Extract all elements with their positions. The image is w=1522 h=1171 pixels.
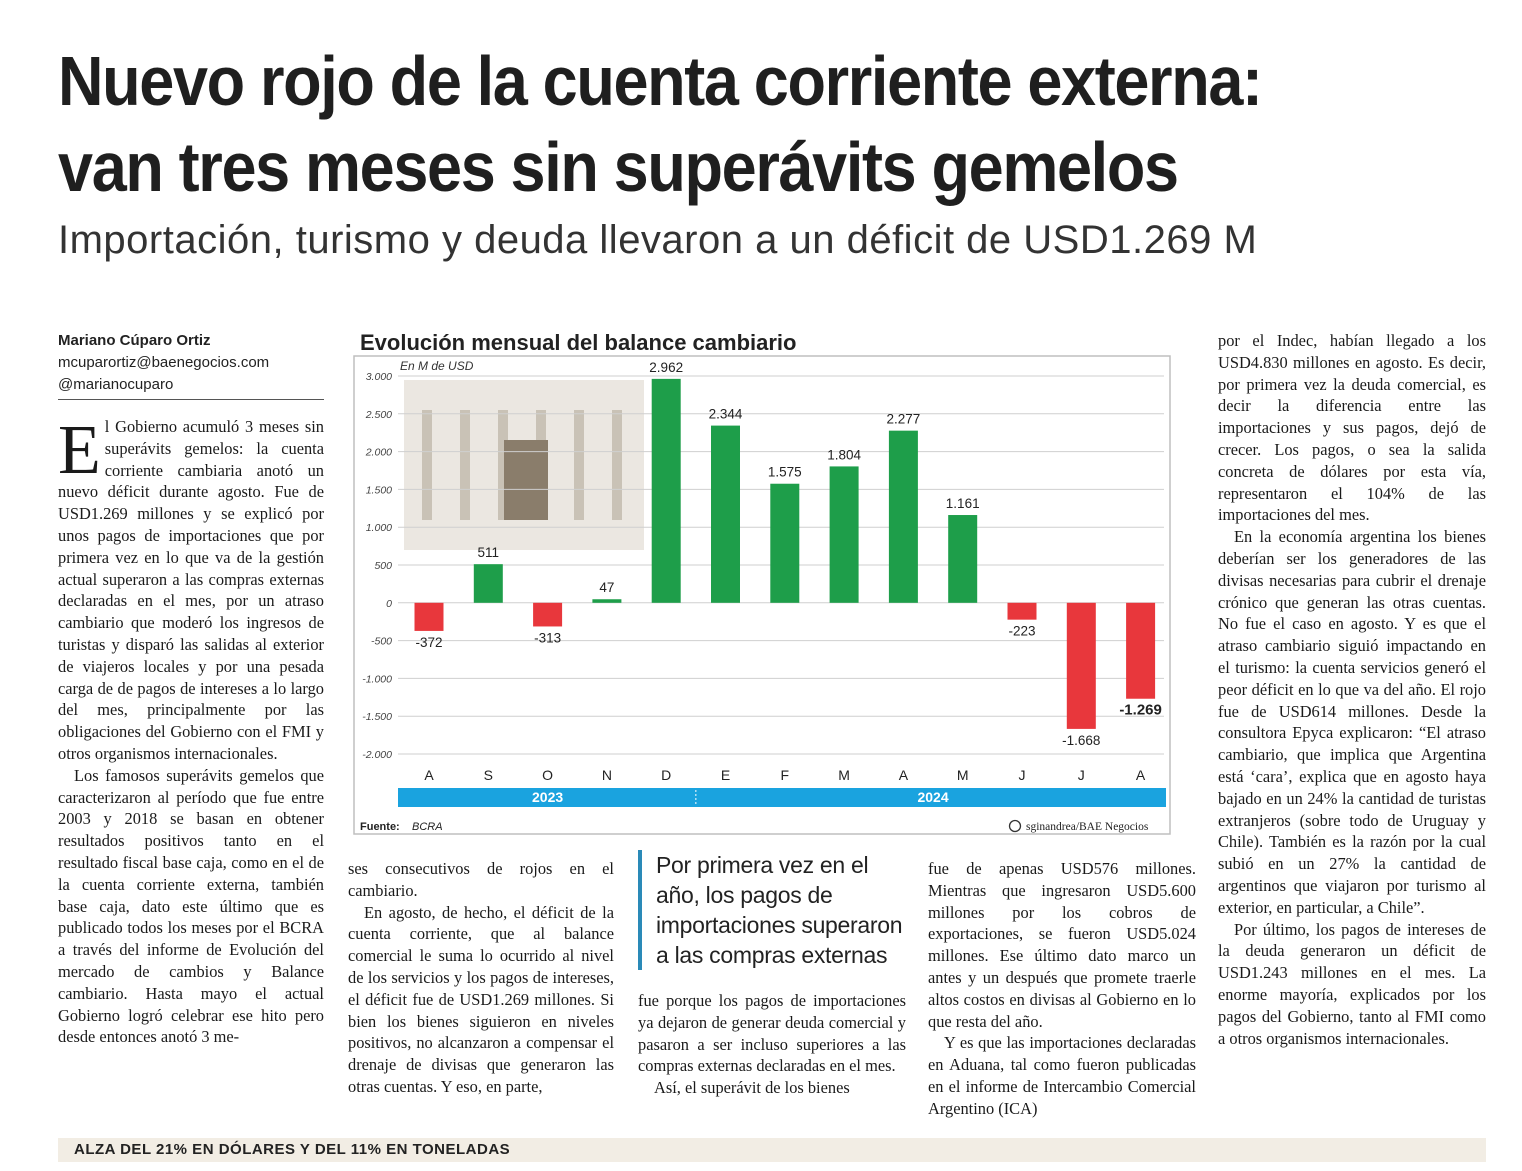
data-label: -223: [1008, 623, 1036, 639]
byline-handle[interactable]: @marianocuparo: [58, 376, 174, 393]
bar: [770, 484, 799, 603]
paragraph: ses consecutivos de rojos en el cambiario.: [348, 859, 614, 900]
bar: [652, 379, 681, 603]
y-tick-label: -2.000: [362, 749, 392, 761]
source-value: BCRA: [412, 821, 443, 833]
byline-email[interactable]: mcuparortiz@baenegocios.com: [58, 354, 270, 371]
paragraph: Por último, los pagos de intereses de la deuda generaron un déficit de USD1.243 millones en el mes. La enorme mayoría, explicados por los pagos del Gobierno, tanto al FMI como a otros organismos internacionales.: [1218, 919, 1486, 1048]
article-column-1: [58, 412, 324, 1048]
data-label: -313: [534, 630, 562, 646]
article-column-2: [348, 858, 614, 1098]
bar: [533, 603, 562, 627]
y-tick-label: -500: [370, 635, 392, 648]
data-label: -372: [415, 634, 443, 650]
subhead: Importación, turismo y deuda llevaron a un déficit de USD1.269 M: [58, 218, 1258, 262]
bar: [1126, 603, 1155, 699]
year-band: [398, 788, 1166, 807]
x-tick-label: F: [780, 767, 790, 783]
article-column-4: [928, 858, 1196, 1120]
headline-line-2: van tres meses sin superávits gemelos: [58, 128, 1178, 206]
unit-label: En M de USD: [400, 359, 474, 373]
x-tick-label: M: [838, 767, 850, 783]
data-label: 2.344: [708, 406, 743, 422]
paragraph: fue porque los pagos de importaciones ya dejaron de generar deuda comercial y pasaron a ser incluso superiores a las compras externas declaradas en el mes.: [638, 991, 906, 1076]
paragraph: [58, 412, 324, 765]
x-tick-label: S: [483, 767, 493, 783]
bar: [711, 426, 740, 603]
paragraph: En agosto, de hecho, el déficit de la cuenta corriente, que al balance comercial le suma lo ocurrido al nivel de los servicios y los pagos de intereses, el déficit fue de USD1.269 millones. Si bien los bienes siguieron en niveles positivos, no alcanzaron a compensar el drenaje de divisas que generaron las otras cuentas. Y eso, en parte,: [348, 902, 614, 1096]
x-tick-label: J: [1018, 767, 1026, 783]
drop-cap: E: [58, 412, 101, 489]
x-tick-label: A: [424, 767, 434, 783]
x-tick-label: M: [956, 767, 969, 783]
x-tick-label: O: [542, 767, 554, 783]
bar: [474, 564, 503, 603]
byline-author: Mariano Cúparo Ortiz: [58, 332, 211, 349]
x-tick-label: J: [1077, 767, 1085, 783]
data-label: 1.575: [767, 464, 802, 480]
y-tick-label: 1.500: [365, 484, 392, 497]
data-label: -1.668: [1062, 732, 1101, 748]
y-tick-label: -1.500: [362, 711, 392, 724]
x-tick-label: A: [1135, 767, 1146, 783]
y-tick-label: 2.000: [365, 446, 392, 459]
paragraph: Y es que las importaciones declaradas en Aduana, tal como fueron publicadas en el informe de Intercambio Comercial Argentino (ICA): [928, 1033, 1196, 1118]
x-tick-label: D: [661, 767, 672, 783]
chart-credit: sginandrea/BAE Negocios: [1026, 821, 1149, 833]
bar: [592, 599, 621, 603]
pull-quote: Por primera vez en el año, los pagos de importaciones superaron a las compras externas: [638, 850, 908, 970]
bar: [889, 431, 918, 603]
data-label: 1.161: [945, 496, 980, 512]
data-label: 2.277: [886, 411, 921, 427]
byline: [58, 330, 324, 400]
bar: [415, 603, 444, 631]
paragraph: por el Indec, habían llegado a los USD4.830 millones en agosto. Es decir, por primera vez la deuda comercial, es decir la diferencia entre las importaciones y sus pagos, dejó de crecer. Los pagos, o sea la salida concreta de dólares por esta vía, representaron el 104% de las importaciones del mes.: [1218, 331, 1486, 525]
bar: [830, 466, 859, 602]
data-label: 511: [477, 545, 500, 561]
y-tick-label: 1.000: [365, 522, 392, 535]
building-photo: [404, 380, 644, 550]
article-column-3: [638, 990, 906, 1099]
x-tick-label: N: [601, 767, 612, 783]
paragraph: Así, el superávit de los bienes: [654, 1078, 850, 1098]
paragraph: Los famosos superávits gemelos que caracterizaron al período que fue entre 2003 y 2018 se basan en obtener resultados positivos tanto en el resultado fiscal base caja, como en el de la cuenta corriente externa, también base caja, dato este último que es publicado todos los meses por el BCRA a través del informe de Evolución del mercado de cambios y Balance cambiario. Hasta mayo el actual Gobierno logró celebrar ese hito pero desde entonces anotó 3 me-: [58, 765, 324, 1047]
source-label: Fuente:: [360, 821, 400, 833]
bar: [948, 515, 977, 603]
x-tick-label: E: [720, 767, 731, 783]
year-label: 2023: [532, 789, 564, 805]
data-label: 1.804: [827, 447, 861, 463]
paragraph: En la economía argentina los bienes deberían ser los generadores de las divisas necesarias para cubrir el drenaje crónico que generan las otras cuentas. No fue el caso en agosto. Y es que el atraso cambiario siguió impactando en el turismo: la cuenta servicios generó el peor déficit en lo que va del año. El rojo fue de USD614 millones. Desde la consultora Epyca explicaron: “El atraso cambiario, que implica que Argentina está ‘cara’, explica que en agosto haya bajado en un 24% la cantidad de turistas extranjeros (sobre todo de Uruguay y Chile). También es la razón por la cual subió en un 27% la cantidad de argentinos que viajaron por turismo al exterior, en particular, a Chile”.: [1218, 527, 1486, 917]
headline: [58, 38, 1336, 210]
y-tick-label: 500: [374, 560, 392, 572]
y-tick-label: 3.000: [365, 371, 392, 383]
bar: [1008, 603, 1037, 620]
paragraph-text: l Gobierno acumuló 3 meses sin superávits gemelos: la cuenta corriente cambiaria anotó un nuevo déficit durante agosto. Fue de USD1.269 millones y se explicó por unos pagos de importaciones que por primera vez en lo que va de la gestión actual superaron a las compras externas declaradas en el mes, por un atraso cambiario que moderó los ingresos de turistas y disparó las salidas al exterior de viajeros locales y por una pesada carga de de pagos de intereses a lo largo del mes, principalmente por las obligaciones del Gobierno con el FMI y otros organismos internacionales.: [58, 417, 324, 763]
balance-chart: [352, 354, 1172, 836]
data-label: -1.269: [1119, 701, 1162, 719]
year-label: 2024: [917, 789, 949, 805]
article-column-5: [1218, 330, 1486, 1049]
paragraph: fue de apenas USD576 millones. Mientras que ingresaron USD5.600 millones por los cobros de exportaciones, se fueron USD5.024 millones. Ese último dato marco un antes y un después que promete traerle altos costos en divisas al Gobierno en lo que resta del año.: [928, 859, 1196, 1031]
y-tick-label: 2.500: [365, 408, 392, 421]
footer-banner-text: ALZA DEL 21% EN DÓLARES Y DEL 11% EN TONELADAS: [74, 1141, 511, 1158]
instagram-icon: [1010, 821, 1021, 832]
data-label: 47: [599, 580, 615, 596]
data-label: 2.962: [649, 359, 684, 375]
y-tick-label: -1.000: [362, 673, 392, 686]
y-tick-label: 0: [386, 597, 392, 610]
x-tick-label: A: [898, 767, 909, 783]
byline-rule: [58, 399, 324, 400]
bar: [1067, 603, 1096, 729]
chart-title: Evolución mensual del balance cambiario: [360, 330, 797, 355]
headline-line-1: Nuevo rojo de la cuenta corriente externa:: [58, 42, 1262, 120]
